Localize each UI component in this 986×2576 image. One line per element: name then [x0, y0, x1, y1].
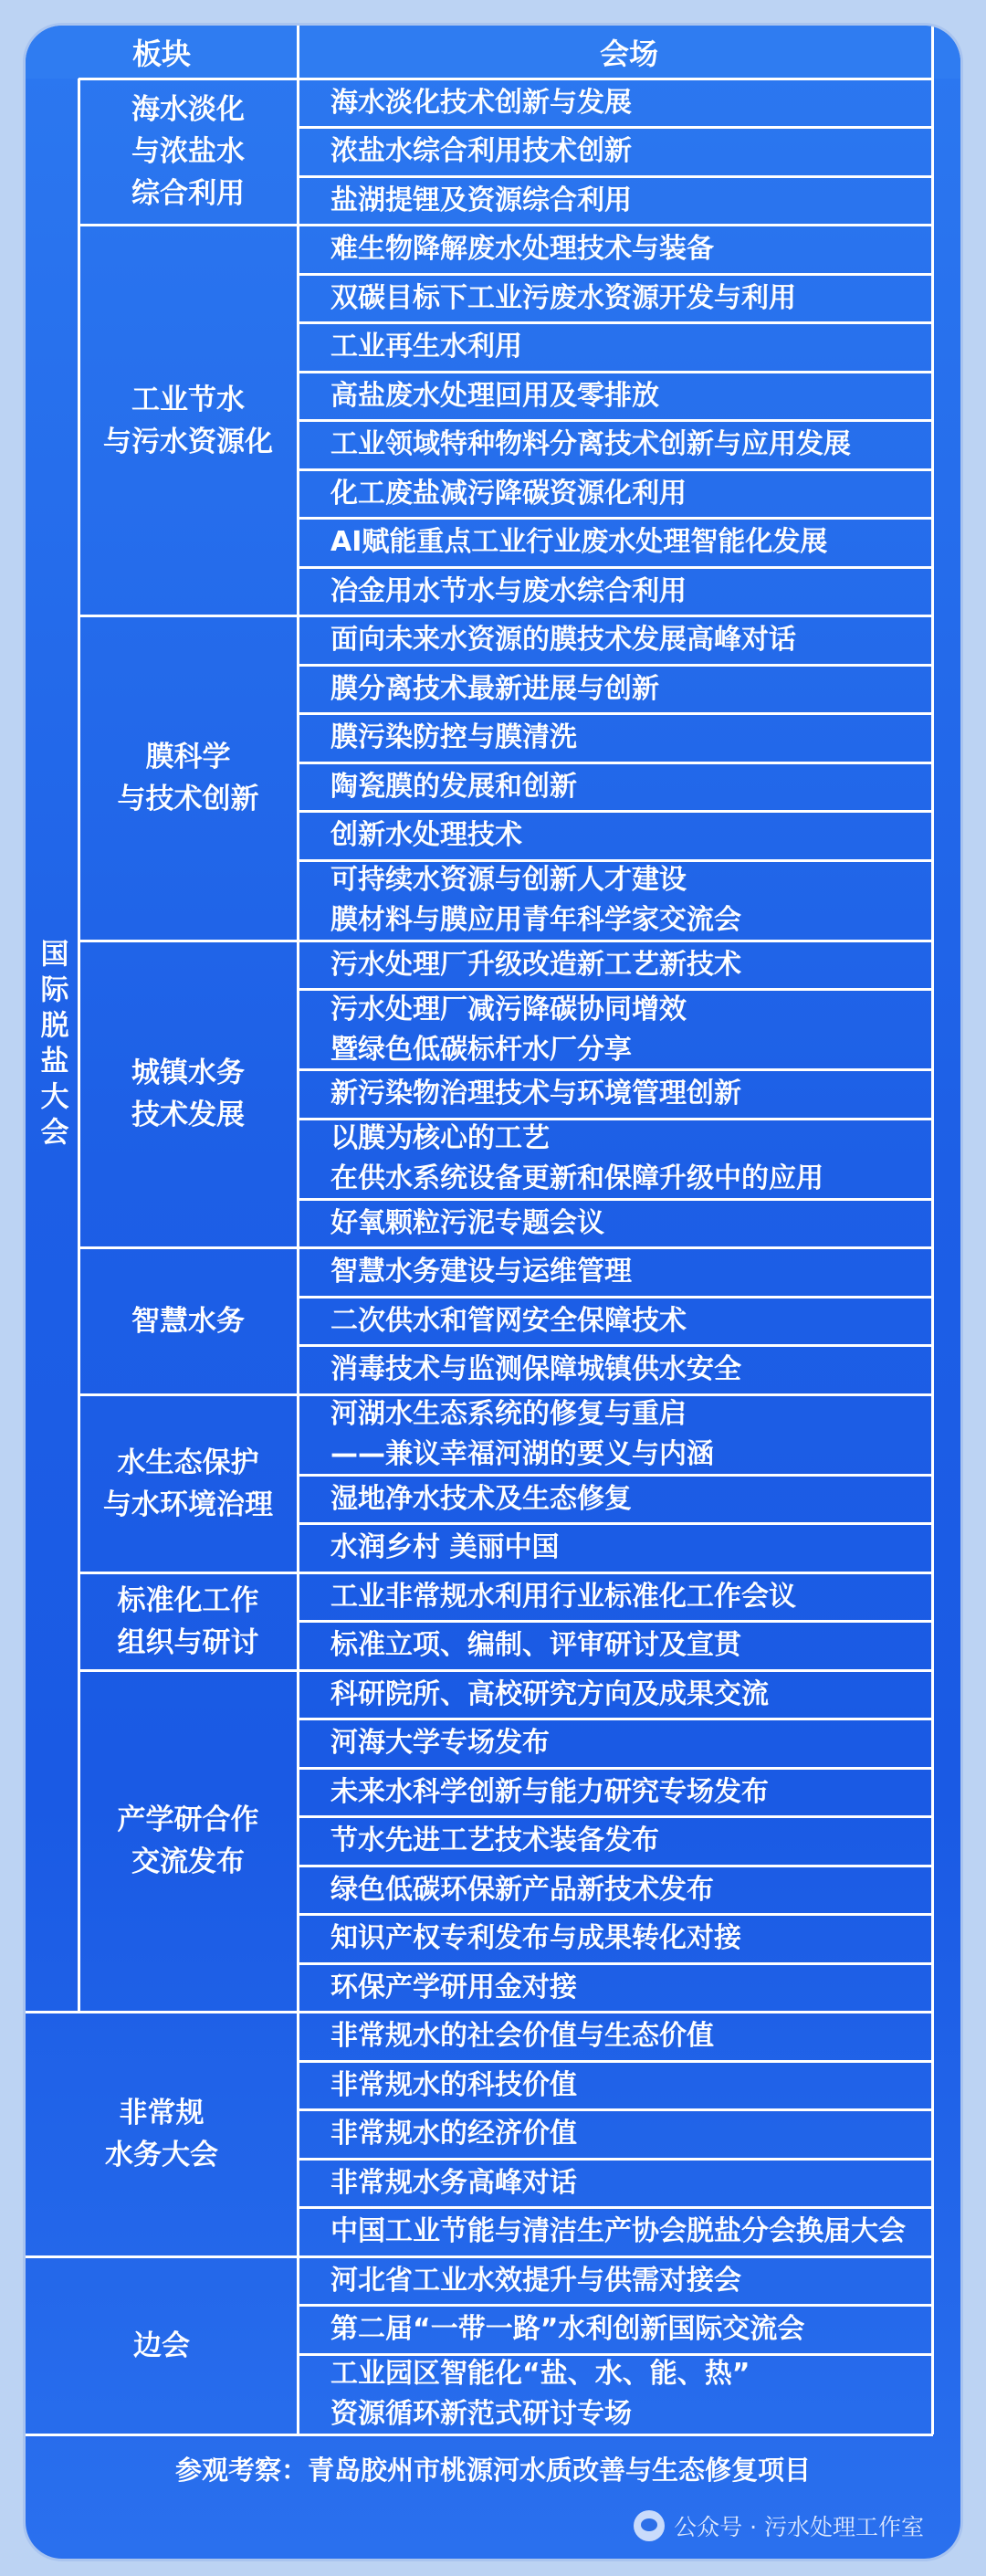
group-divider: [79, 1393, 933, 1396]
group-divider: [79, 1669, 933, 1672]
watermark: [634, 2509, 924, 2542]
table-bottom-line: [26, 2434, 933, 2436]
block-label: 膜科学 与技术创新: [117, 741, 259, 816]
session-cell: 冶金用水节水与废水综合利用: [330, 574, 687, 607]
row-divider: [298, 1522, 933, 1525]
block-label: 产学研合作 交流发布: [117, 1803, 259, 1879]
block-label: 标准化工作 组织与研讨: [117, 1583, 259, 1659]
row-divider: [298, 859, 933, 862]
session-cell: AI赋能重点工业行业废水处理智能化发展: [330, 526, 828, 559]
session-cell: 非常规水的经济价值: [330, 2118, 577, 2150]
session-cell: 污水处理厂升级改造新工艺新技术: [330, 948, 741, 981]
row-divider: [298, 175, 933, 178]
session-cell: 非常规水的社会价值与生态价值: [330, 2020, 714, 2053]
row-divider: [298, 1767, 933, 1770]
session-cell: 智慧水务建设与运维管理: [330, 1256, 632, 1288]
row-divider: [298, 1865, 933, 1867]
row-divider: [298, 126, 933, 129]
row-divider: [298, 1913, 933, 1916]
session-cell: 环保产学研用金对接: [330, 1971, 577, 2003]
block-label: 水生态保护 与水环境治理: [103, 1446, 273, 1521]
row-divider: [298, 1962, 933, 1965]
group-divider: [79, 224, 933, 226]
session-cell: 绿色低碳环保新产品新技术发布: [330, 1873, 714, 1906]
row-divider: [298, 762, 933, 764]
session-cell: 污水处理厂减污降碳协同增效 暨绿色低碳标杆水厂分享: [330, 993, 687, 1066]
row-divider: [298, 517, 933, 520]
row-divider: [298, 988, 933, 991]
wechat-icon: [634, 2510, 665, 2541]
row-divider: [298, 1296, 933, 1299]
session-cell: 非常规水务高峰对话: [330, 2166, 577, 2199]
session-cell: 河北省工业水效提升与供需对接会: [330, 2264, 741, 2297]
session-cell: 科研院所、高校研究方向及成果交流: [330, 1677, 769, 1710]
session-cell: 新污染物治理技术与环境管理创新: [330, 1078, 741, 1110]
header-session: 会场: [298, 26, 960, 79]
block-label: 工业节水 与污水资源化: [103, 383, 273, 458]
agenda-table: [26, 26, 960, 2559]
session-cell: 标准立项、编制、评审研讨及宣贯: [330, 1629, 741, 1662]
session-cell: 盐湖提锂及资源综合利用: [330, 184, 632, 216]
session-cell: 非常规水的科技价值: [330, 2068, 577, 2101]
row-divider: [298, 1718, 933, 1720]
session-cell: 可持续水资源与创新人才建设 膜材料与膜应用青年科学家交流会: [330, 864, 741, 936]
block-label: 城镇水务 技术发展: [131, 1057, 245, 1132]
row-divider: [298, 2206, 933, 2209]
session-cell: 知识产权专利发布与成果转化对接: [330, 1922, 741, 1955]
session-cell: 以膜为核心的工艺 在供水系统设备更新和保障升级中的应用: [330, 1122, 823, 1194]
row-divider: [298, 810, 933, 813]
session-cell: 河湖水生态系统的修复与重启 ——兼议幸福河湖的要义与内涵: [330, 1398, 714, 1470]
row-divider: [298, 566, 933, 569]
footer-visit: 参观考察：青岛胶州市桃源河水质改善与生态修复项目: [174, 2454, 811, 2486]
column-divider: [297, 26, 299, 2434]
row-divider: [298, 1815, 933, 1818]
group-divider: [79, 78, 933, 80]
right-border: [931, 26, 934, 2434]
row-divider: [298, 2158, 933, 2161]
session-cell: 膜分离技术最新进展与创新: [330, 672, 659, 705]
session-cell: 水润乡村 美丽中国: [330, 1531, 560, 1564]
session-cell: 节水先进工艺技术装备发布: [330, 1824, 659, 1857]
session-cell: 海水淡化技术创新与发展: [330, 86, 632, 119]
row-divider: [298, 2060, 933, 2063]
session-cell: 中国工业节能与清洁生产协会脱盐分会换届大会: [330, 2215, 906, 2248]
group-divider: [26, 2255, 933, 2258]
session-cell: 高盐废水处理回用及零排放: [330, 379, 659, 412]
row-divider: [298, 321, 933, 324]
session-cell: 难生物降解废水处理技术与装备: [330, 233, 714, 266]
session-cell: 双碳目标下工业污废水资源开发与利用: [330, 281, 796, 314]
row-divider: [298, 2353, 933, 2356]
block-label: 智慧水务: [131, 1304, 245, 1338]
group-divider: [79, 615, 933, 617]
session-cell: 好氧颗粒污泥专题会议: [330, 1206, 604, 1239]
row-divider: [298, 419, 933, 422]
row-divider: [298, 1068, 933, 1071]
session-cell: 工业非常规水利用行业标准化工作会议: [330, 1580, 796, 1613]
group-divider: [79, 1246, 933, 1249]
session-cell: 第二届“一带一路”水利创新国际交流会: [330, 2313, 805, 2346]
block-label: 非常规 水务大会: [105, 2097, 218, 2172]
row-divider: [298, 371, 933, 373]
session-cell: 创新水处理技术: [330, 819, 522, 852]
session-cell: 膜污染防控与膜清洗: [330, 721, 577, 754]
session-cell: 工业园区智能化“盐、水、能、热” 资源循环新范式研讨专场: [330, 2358, 750, 2430]
row-divider: [298, 1198, 933, 1201]
session-cell: 工业领域特种物料分离技术创新与应用发展: [330, 428, 851, 461]
row-divider: [298, 2304, 933, 2307]
session-cell: 化工废盐减污降碳资源化利用: [330, 477, 687, 510]
session-cell: 二次供水和管网安全保障技术: [330, 1304, 687, 1337]
row-divider: [298, 468, 933, 471]
session-cell: 陶瓷膜的发展和创新: [330, 770, 577, 803]
row-divider: [298, 1474, 933, 1477]
row-divider: [298, 273, 933, 276]
group-divider: [79, 940, 933, 942]
session-cell: 未来水科学创新与能力研究专场发布: [330, 1775, 769, 1808]
conference-label: 国际脱盐大会: [35, 938, 68, 1152]
session-cell: 面向未来水资源的膜技术发展高峰对话: [330, 624, 796, 657]
block-label: 边会: [133, 2329, 190, 2362]
session-cell: 湿地净水技术及生态修复: [330, 1482, 632, 1515]
session-cell: 消毒技术与监测保障城镇供水安全: [330, 1353, 741, 1386]
session-cell: 工业再生水利用: [330, 331, 522, 363]
group-divider: [26, 2011, 933, 2013]
session-cell: 浓盐水综合利用技术创新: [330, 135, 632, 168]
row-divider: [298, 664, 933, 667]
watermark-text: 公众号 · 污水处理工作室: [674, 2514, 924, 2540]
group-divider: [79, 1572, 933, 1574]
header-block: 板块: [26, 26, 298, 79]
row-divider: [298, 712, 933, 715]
row-divider: [298, 1118, 933, 1120]
block-label: 海水淡化 与浓盐水 综合利用: [131, 93, 245, 211]
row-divider: [298, 1344, 933, 1347]
session-cell: 河海大学专场发布: [330, 1727, 550, 1760]
row-divider: [298, 1620, 933, 1623]
row-divider: [298, 2108, 933, 2111]
